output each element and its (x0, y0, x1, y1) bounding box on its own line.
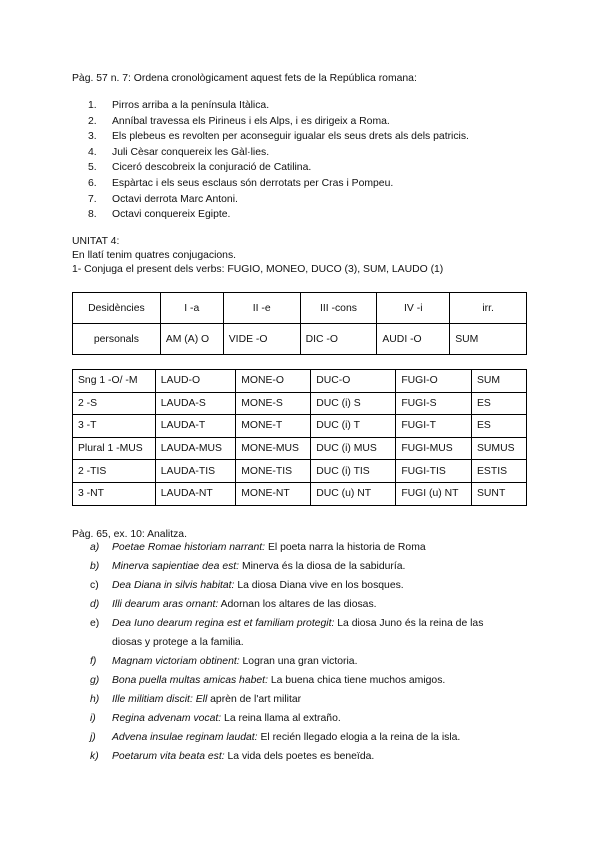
table-row (73, 460, 527, 483)
list-item (72, 114, 469, 130)
verb-form-cell: LAUDA-MUS (155, 437, 235, 460)
verb-form-cell: FUGI-O (396, 370, 472, 393)
latin-sentence: Dea Iuno dearum regina est et familiam protegit: (112, 618, 335, 629)
person-ending-cell: 3 -T (73, 415, 156, 438)
item-text: Octavi conquereix Egipte. (112, 209, 231, 221)
table-row (73, 392, 527, 415)
item-text: Ciceró descobreix la conjuració de Catilina. (112, 162, 312, 174)
item-number: 5. (88, 162, 97, 174)
verb-form-cell: MONE-S (236, 392, 311, 415)
person-ending-cell: 2 -S (73, 392, 156, 415)
item-letter: i) (90, 713, 96, 724)
verb-form-cell: FUGI-T (396, 415, 472, 438)
item-letter: h) (90, 694, 100, 705)
conjugation-example: AUDI -O (377, 324, 450, 355)
list-item (72, 731, 483, 750)
list-item (72, 712, 483, 731)
conjugation-example: VIDE -O (223, 324, 300, 355)
verb-form-cell: MONE-TIS (236, 460, 311, 483)
list-item (72, 750, 483, 769)
unit-intro: En llatí tenim quatres conjugacions. (72, 250, 237, 261)
table-row (73, 370, 527, 393)
verb-form-cell: DUC (u) NT (311, 482, 396, 505)
list-item (72, 674, 483, 693)
translation-continuation: diosas y protege a la familia. (112, 637, 244, 648)
conjugation-header: I -a (160, 293, 223, 324)
conjugation-header: irr. (450, 293, 527, 324)
list-item (72, 176, 469, 192)
list-item (72, 655, 483, 674)
item-letter: g) (90, 675, 100, 686)
list-item (72, 579, 483, 598)
analysis-list (72, 541, 483, 769)
list-item (72, 560, 483, 579)
item-number: 2. (88, 115, 97, 127)
verb-form-cell: MONE-O (236, 370, 311, 393)
intro-line: Pàg. 57 n. 7: Ordena cronològicament aquest fets de la República romana: (72, 73, 417, 84)
verb-form-cell: ESTIS (472, 460, 527, 483)
verb-form-cell: MONE-NT (236, 482, 311, 505)
verb-form-cell: ES (472, 392, 527, 415)
conjugation-header: IV -i (377, 293, 450, 324)
latin-sentence: Poetae Romae historiam narrant: (112, 542, 266, 553)
item-number: 3. (88, 131, 97, 143)
translation: La buena chica tiene muchos amigos. (267, 675, 446, 686)
item-letter: d) (90, 599, 100, 610)
translation: La vida dels poetes es beneïda. (224, 751, 375, 762)
list-item (72, 693, 483, 712)
translation: Adornan los altares de las diosas. (218, 599, 377, 610)
item-letter: b) (90, 561, 100, 572)
verb-form-cell: FUGI (u) NT (396, 482, 472, 505)
item-number: 6. (88, 177, 97, 189)
list-item (72, 541, 483, 560)
person-ending-cell: 2 -TIS (73, 460, 156, 483)
exercise-line: 1- Conjuga el present dels verbs: FUGIO, MONEO, DUCO (3), SUM, LAUDO (1) (72, 264, 444, 275)
translation: La diosa Diana vive en los bosques. (234, 580, 404, 591)
item-text: Octavi derrota Marc Antoni. (112, 193, 238, 205)
latin-sentence: Ille militiam discit: (112, 694, 193, 705)
verb-form-cell: FUGI-S (396, 392, 472, 415)
history-list (72, 98, 469, 223)
verb-form-cell: LAUDA-S (155, 392, 235, 415)
translation: La reina llama al extraño. (221, 713, 341, 724)
verb-form-cell: SUMUS (472, 437, 527, 460)
item-letter: f) (90, 656, 97, 667)
verb-form-cell: DUC (i) S (311, 392, 396, 415)
person-ending-cell: Plural 1 -MUS (73, 437, 156, 460)
list-item (72, 207, 469, 223)
verb-form-cell: FUGI-MUS (396, 437, 472, 460)
desinence-label-top: Desidències (73, 293, 161, 324)
translation: Minerva és la diosa de la sabiduría. (239, 561, 406, 572)
latin-sentence: Regina advenam vocat: (112, 713, 222, 724)
conjugation-table (72, 369, 527, 506)
list-item (72, 617, 483, 655)
latin-word: Ell (192, 694, 208, 705)
analysis-line: Pàg. 65, ex. 10: Analitza. (72, 529, 187, 540)
latin-sentence: Minerva sapientiae dea est: (112, 561, 240, 572)
verb-form-cell: DUC (i) TIS (311, 460, 396, 483)
list-item (72, 129, 469, 145)
list-item (72, 98, 469, 114)
list-item (72, 192, 469, 208)
item-letter: j) (90, 732, 96, 743)
list-item (72, 598, 483, 617)
table-row (73, 415, 527, 438)
list-item (72, 160, 469, 176)
verb-form-cell: MONE-T (236, 415, 311, 438)
table-row (73, 437, 527, 460)
latin-sentence: Poetarum vita beata est: (112, 751, 225, 762)
item-text: Juli Cèsar conquereix les Gàl·lies. (112, 146, 270, 158)
item-text: Els plebeus es revolten per aconseguir igualar els seus drets als dels patricis. (112, 131, 469, 143)
item-number: 7. (88, 193, 97, 205)
latin-sentence: Illi dearum aras ornant: (112, 599, 219, 610)
verb-form-cell: DUC (i) T (311, 415, 396, 438)
verb-form-cell: LAUD-O (155, 370, 235, 393)
item-text: Anníbal travessa els Pirineus i els Alps, i es dirigeix a Roma. (112, 115, 390, 127)
verb-form-cell: SUNT (472, 482, 527, 505)
translation: El recién llegado elogia a la reina de la isla. (257, 732, 461, 743)
verb-form-cell: LAUDA-NT (155, 482, 235, 505)
latin-sentence: Dea Diana in silvis habitat: (112, 580, 235, 591)
conjugation-header: III -cons (300, 293, 377, 324)
latin-sentence: Advena insulae reginam laudat: (112, 732, 258, 743)
item-number: 4. (88, 146, 97, 158)
item-letter: c) (90, 580, 99, 591)
latin-sentence: Magnam victoriam obtinent: (112, 656, 240, 667)
item-number: 1. (88, 100, 97, 111)
verb-form-cell: LAUDA-TIS (155, 460, 235, 483)
conjugation-example: SUM (450, 324, 527, 355)
item-letter: k) (90, 751, 99, 762)
verb-form-cell: MONE-MUS (236, 437, 311, 460)
list-item (72, 145, 469, 161)
verb-form-cell: ES (472, 415, 527, 438)
conjugation-example: AM (A) O (160, 324, 223, 355)
desinence-table (72, 292, 527, 355)
person-ending-cell: 3 -NT (73, 482, 156, 505)
translation: Logran una gran victoria. (239, 656, 358, 667)
conjugation-example: DIC -O (300, 324, 377, 355)
unit-title: UNITAT 4: (72, 236, 120, 247)
verb-form-cell: DUC-O (311, 370, 396, 393)
item-letter: e) (90, 618, 100, 629)
verb-form-cell: DUC (i) MUS (311, 437, 396, 460)
item-letter: a) (90, 542, 100, 553)
item-text: Pirros arriba a la península Itàlica. (112, 100, 270, 111)
table-row (73, 482, 527, 505)
item-text: Espàrtac i els seus esclaus són derrotats per Cras i Pompeu. (112, 177, 394, 189)
desinence-label-bottom: personals (73, 324, 161, 355)
translation: El poeta narra la historia de Roma (265, 542, 426, 553)
conjugation-header: II -e (223, 293, 300, 324)
translation: La diosa Juno és la reina de las (334, 618, 484, 629)
translation: aprèn de l'art militar (207, 694, 302, 705)
verb-form-cell: SUM (472, 370, 527, 393)
person-ending-cell: Sng 1 -O/ -M (73, 370, 156, 393)
verb-form-cell: FUGI-TIS (396, 460, 472, 483)
item-number: 8. (88, 209, 97, 221)
latin-sentence: Bona puella multas amicas habet: (112, 675, 268, 686)
verb-form-cell: LAUDA-T (155, 415, 235, 438)
